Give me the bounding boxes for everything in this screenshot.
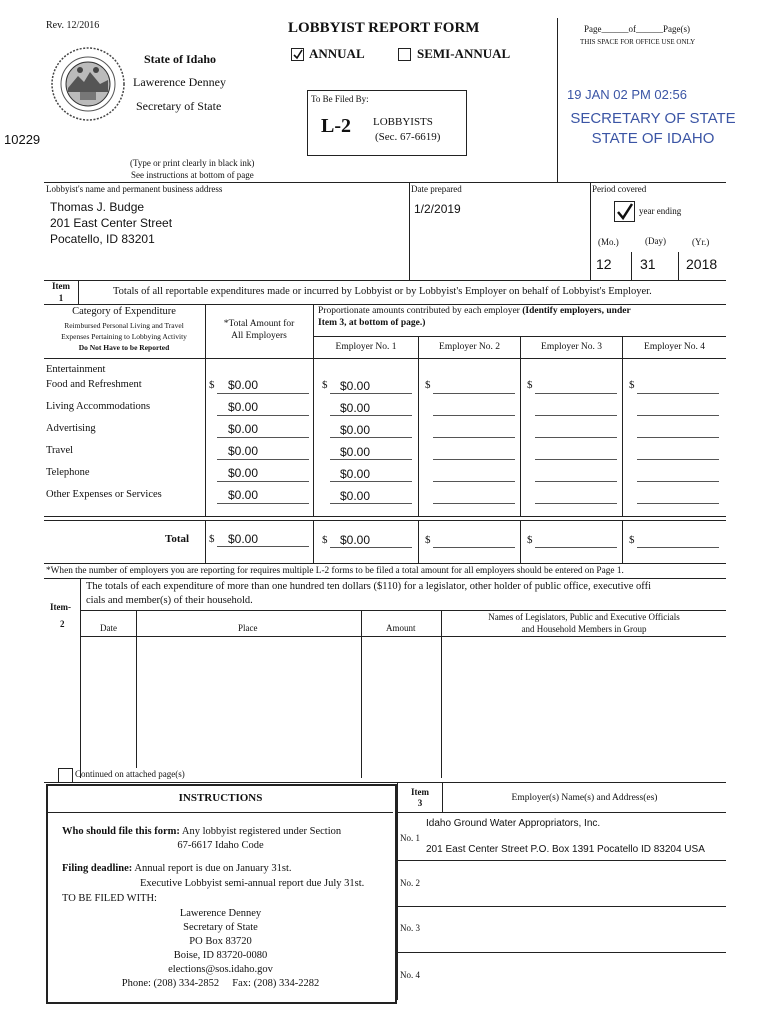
category-entertainment: Entertainment [46, 364, 106, 375]
item1-number: 1 [58, 293, 64, 303]
reimbursed-note-line1: Reimbursed Personal Living and Travel [64, 321, 184, 330]
underline [535, 547, 617, 548]
item2-description-line1: The totals of each expenditure of more than one hundred ten dollars ($110) for a legislator, other holder of public office, executive offi [86, 581, 652, 592]
continued-label: Continued on attached page(s) [75, 769, 185, 779]
amount-underline [433, 437, 515, 438]
category-header: Category of Expenditure [72, 306, 176, 317]
annual-checkbox[interactable] [291, 48, 304, 61]
filing-deadline-text: Annual report is due on January 31st. [134, 863, 292, 874]
form-code: L-2 [321, 115, 351, 137]
dollar-sign: $ [527, 534, 533, 546]
form-section: (Sec. 67-6619) [375, 131, 441, 143]
amount-underline [535, 481, 617, 482]
dollar-sign: $ [629, 379, 635, 391]
item3-heading: Employer(s) Name(s) and Address(es) [511, 793, 658, 803]
reimbursed-note-line3: Do Not Have to be Reported [78, 343, 170, 352]
amount-underline [433, 415, 515, 416]
amount-underline [217, 481, 309, 482]
amount-underline [330, 503, 412, 504]
who-should-file-text: Any lobbyist registered under Section [181, 826, 342, 837]
divider-line [520, 520, 521, 563]
category-living: Living Accommodations [46, 401, 151, 412]
office-divider [557, 18, 558, 182]
employer1-living-amount[interactable]: $0.00 [340, 401, 371, 415]
month-label: (Mo.) [598, 237, 619, 247]
item2-amount-header: Amount [386, 623, 416, 633]
form-title: LOBBYIST REPORT FORM [288, 20, 480, 36]
form-group: LOBBYISTS [373, 116, 433, 128]
divider-line [136, 610, 137, 768]
dollar-sign: $ [425, 534, 431, 546]
item2-names-header-line2: and Household Members in Group [521, 624, 647, 634]
filing-address-line4: Boise, ID 83720-0080 [173, 950, 268, 961]
divider-line [80, 610, 726, 611]
category-food: Food and Refreshment [46, 379, 142, 390]
official-title: Secretary of State [136, 99, 222, 113]
divider-line [520, 336, 521, 516]
who-should-file-label: Who should file this form: [62, 826, 180, 837]
employer-no3-label: No. 3 [400, 923, 420, 933]
amount-underline [637, 437, 719, 438]
divider-line [590, 182, 591, 280]
total-telephone-amount[interactable]: $0.00 [228, 466, 259, 480]
amount-underline [217, 415, 309, 416]
date-prepared-value[interactable]: 1/2/2019 [414, 202, 461, 216]
divider-line [397, 952, 726, 953]
amount-underline [330, 393, 412, 394]
year-label: (Yr.) [692, 237, 710, 247]
amount-underline [330, 481, 412, 482]
dollar-sign: $ [425, 379, 431, 391]
filing-deadline [62, 863, 292, 874]
instructions-note: See instructions at bottom of page [131, 170, 254, 180]
divider-line [397, 812, 726, 813]
executive-deadline: Executive Lobbyist semi-annual report due July 31st. [140, 878, 365, 889]
divider-line [397, 860, 726, 861]
amount-underline [637, 393, 719, 394]
filing-address-line2: Secretary of State [183, 922, 258, 933]
amount-underline [217, 459, 309, 460]
total-column-header-line1: *Total Amount for [223, 319, 295, 329]
employer-no1-label: No. 1 [400, 833, 420, 843]
proportionate-header-line2: Item 3, at bottom of page.) [318, 318, 426, 328]
dollar-sign: $ [322, 379, 328, 391]
divider-line [44, 182, 726, 183]
employer4-header: Employer No. 4 [644, 342, 705, 352]
item3-number: 3 [417, 798, 423, 808]
divider-line [622, 336, 623, 516]
period-month[interactable]: 12 [596, 256, 612, 272]
received-stamp-line1: SECRETARY OF STATE [570, 110, 736, 127]
category-advertising: Advertising [46, 423, 96, 434]
received-stamp-date: 19 JAN 02 PM 02:56 [567, 87, 687, 102]
item2-number: 2 [60, 619, 65, 629]
divider-line [313, 520, 314, 563]
amount-underline [535, 437, 617, 438]
day-label: (Day) [645, 236, 666, 246]
underline [217, 546, 309, 547]
total-food-amount[interactable]: $0.00 [228, 378, 259, 392]
amount-underline [217, 393, 309, 394]
amount-underline [637, 415, 719, 416]
total-travel-amount[interactable]: $0.00 [228, 444, 259, 458]
employer1-telephone-amount[interactable]: $0.00 [340, 467, 371, 481]
filed-by-label: To Be Filed By: [311, 94, 369, 104]
employer2-header: Employer No. 2 [439, 342, 500, 352]
amount-underline [535, 459, 617, 460]
employer1-food-amount[interactable]: $0.00 [340, 379, 371, 393]
total-other-amount[interactable]: $0.00 [228, 488, 259, 502]
check-icon [292, 49, 303, 60]
amount-underline [637, 481, 719, 482]
total-living-amount[interactable]: $0.00 [228, 400, 259, 414]
item2-description-line2: cials and member(s) of their household. [86, 595, 253, 606]
continued-checkbox[interactable] [58, 768, 73, 783]
divider-line [44, 782, 726, 783]
dollar-sign: $ [629, 534, 635, 546]
period-day[interactable]: 31 [640, 256, 656, 272]
category-telephone: Telephone [46, 467, 90, 478]
amount-underline [535, 503, 617, 504]
employer3-header: Employer No. 3 [541, 342, 602, 352]
divider-line [397, 782, 398, 1000]
item1-label: Item [52, 281, 70, 291]
employer1-advertising-amount[interactable]: $0.00 [340, 423, 371, 437]
lobbyist-name[interactable]: Thomas J. Budge [50, 200, 145, 214]
underline [637, 547, 719, 548]
amount-underline [330, 459, 412, 460]
divider-line [44, 358, 726, 359]
item3-label: Item [411, 787, 429, 797]
proportionate-header-text: Proportionate amounts contributed by each employer [318, 306, 520, 316]
divider-line [409, 182, 410, 280]
filing-email: elections@sos.idaho.gov [168, 964, 273, 975]
item2-label: Item- [50, 602, 71, 612]
divider-line [631, 252, 632, 280]
filing-id-number: 10229 [4, 132, 41, 147]
divider-line [44, 520, 726, 521]
amount-underline [433, 503, 515, 504]
total-column-header-line2: All Employers [231, 331, 287, 341]
category-other: Other Expenses or Services [46, 489, 162, 500]
idaho-seal-icon [50, 46, 126, 122]
grand-total-amount[interactable]: $0.00 [228, 532, 259, 546]
lobbyist-address-line2[interactable]: Pocatello, ID 83201 [50, 232, 155, 246]
total-row-label: Total [165, 533, 190, 545]
filing-phone-fax: Phone: (208) 334-2852 Fax: (208) 334-2282 [121, 978, 320, 989]
proportionate-header-bold: (Identify employers, under [522, 306, 631, 316]
item1-heading: Totals of all reportable expenditures made or incurred by Lobbyist or by Lobbyist's Employer on behalf of Lobbyist's Employer. [113, 286, 652, 297]
received-stamp-line2: STATE OF IDAHO [591, 130, 715, 147]
divider-line [205, 520, 206, 563]
dollar-sign: $ [322, 534, 328, 546]
lobbyist-address-label: Lobbyist's name and permanent business address [46, 184, 223, 194]
total-advertising-amount[interactable]: $0.00 [228, 422, 259, 436]
employer1-other-amount[interactable]: $0.00 [340, 489, 371, 503]
filing-address-line3: PO Box 83720 [189, 936, 252, 947]
employer1-total-amount[interactable]: $0.00 [340, 533, 371, 547]
semi-annual-checkbox[interactable] [398, 48, 411, 61]
item2-names-header-line1: Names of Legislators, Public and Executive Officials [488, 612, 680, 622]
divider-line [44, 516, 726, 517]
category-travel: Travel [46, 445, 74, 456]
filing-deadline-label: Filing deadline: [62, 863, 133, 874]
semi-annual-label: SEMI-ANNUAL [417, 46, 511, 61]
amount-underline [330, 437, 412, 438]
divider-line [418, 520, 419, 563]
divider-line [48, 812, 393, 813]
year-ending-label: year ending [639, 206, 682, 216]
amount-underline [637, 459, 719, 460]
who-should-file [62, 826, 341, 837]
reimbursed-note-line2: Expenses Pertaining to Lobbying Activity [61, 332, 187, 341]
employer-no2-label: No. 2 [400, 878, 420, 888]
divider-line [78, 280, 79, 304]
employer1-name[interactable]: Idaho Ground Water Appropriators, Inc. [426, 818, 601, 829]
amount-underline [535, 393, 617, 394]
divider-line [80, 578, 81, 778]
filing-address-line1: Lawerence Denney [179, 908, 262, 919]
amount-underline [330, 415, 412, 416]
dollar-sign: $ [527, 379, 533, 391]
amount-underline [535, 415, 617, 416]
amount-underline [433, 393, 515, 394]
employer-no4-label: No. 4 [400, 970, 420, 980]
period-covered-label: Period covered [592, 184, 647, 194]
divider-line [44, 563, 726, 564]
annual-label: ANNUAL [309, 46, 365, 61]
date-prepared-label: Date prepared [411, 184, 462, 194]
dollar-sign: $ [209, 379, 215, 391]
amount-underline [433, 481, 515, 482]
period-year[interactable]: 2018 [686, 256, 718, 272]
who-should-file-code: 67-6617 Idaho Code [177, 840, 264, 851]
divider-line [80, 636, 726, 637]
ink-note: (Type or print clearly in black ink) [130, 158, 255, 168]
underline [433, 547, 515, 548]
amount-underline [433, 459, 515, 460]
employer1-travel-amount[interactable]: $0.00 [340, 445, 371, 459]
instructions-title: INSTRUCTIONS [178, 792, 263, 804]
multiple-forms-footnote: *When the number of employers you are reporting for requires multiple L-2 forms to be filed a total amount for all employers should be entered on Page 1. [46, 566, 624, 576]
amount-underline [217, 437, 309, 438]
lobbyist-address-line1[interactable]: 201 East Center Street [50, 216, 173, 230]
item2-date-header: Date [100, 623, 117, 633]
employer1-address[interactable]: 201 East Center Street P.O. Box 1391 Pocatello ID 83204 USA [426, 844, 705, 855]
check-icon [615, 202, 634, 221]
page-count-label: Page______of______Page(s) [584, 24, 690, 34]
revision-label: Rev. 12/2016 [46, 20, 100, 31]
divider-line [44, 304, 726, 305]
office-use-label: THIS SPACE FOR OFFICE USE ONLY [580, 38, 696, 46]
amount-underline [637, 503, 719, 504]
item2-place-header: Place [238, 623, 258, 633]
amount-underline [217, 503, 309, 504]
divider-line [44, 280, 726, 281]
proportionate-header [318, 306, 631, 316]
official-name: Lawerence Denney [133, 75, 226, 89]
divider-line [44, 578, 726, 579]
dollar-sign: $ [209, 533, 215, 545]
employer1-header: Employer No. 1 [335, 342, 397, 352]
year-ending-checkbox[interactable] [614, 201, 635, 222]
divider-line [622, 520, 623, 563]
divider-line [397, 906, 726, 907]
filed-with-label: TO BE FILED WITH: [62, 893, 157, 904]
divider-line [678, 252, 679, 280]
divider-line [418, 336, 419, 516]
state-name: State of Idaho [144, 52, 217, 66]
underline [330, 547, 412, 548]
